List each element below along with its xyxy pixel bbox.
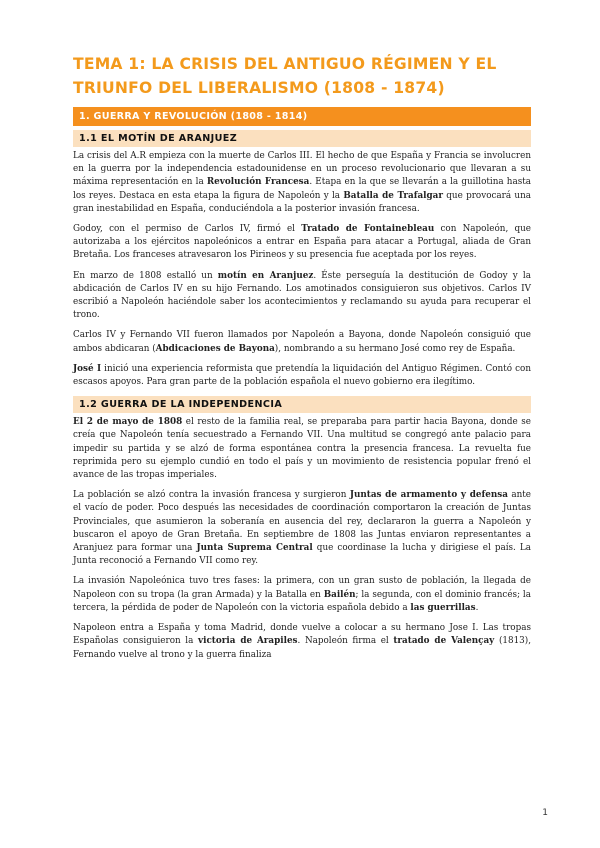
section-heading-guerra-revolucion: 1. GUERRA Y REVOLUCIÓN (1808 - 1814) bbox=[73, 107, 531, 126]
page-number: 1 bbox=[542, 808, 548, 818]
paragraph: La crisis del A.R empieza con la muerte de Carlos III. El hecho de que España y Francia se involucren en la guerra por la independencia estadounidense en un proceso revolucionario que llevaran a su máxima representación en la Revolución Francesa. Etapa en la que se llevarán a la guillotina hasta los reyes. Destaca en esta etapa la figura de Napoleón y la Batalla de Trafalgar que provocará una gran inestabilidad en España, conduciéndola a la posterior invasión francesa. bbox=[73, 151, 531, 214]
page-title: TEMA 1: LA CRISIS DEL ANTIGUO RÉGIMEN Y EL TRIUNFO DEL LIBERALISMO (1808 - 1874) bbox=[73, 55, 497, 97]
paragraph: Napoleon entra a España y toma Madrid, donde vuelve a colocar a su hermano Jose I. Las tropas Españolas consiguieron la victoria de Arapiles. Napoleón firma el tratado de Valençay (1813), Fernando vuelve al trono y la guerra finaliza bbox=[73, 623, 531, 660]
subsection-heading-guerra-independencia: 1.2 GUERRA DE LA INDEPENDENCIA bbox=[73, 396, 531, 413]
document-page bbox=[73, 52, 531, 669]
paragraph: El 2 de mayo de 1808 el resto de la familia real, se preparaba para partir hacia Bayona, donde se creía que Napoleón tenía secuestrado a Fernando VII. Una multitud se congregó ante palacio para impedir su partida y se alzó de forma espontánea contra la presencia francesa. La revuelta fue reprimida pero su ejemplo cundió en todo el país y un movimiento de resistencia popular frenó el avance de las tropas imperiales. bbox=[73, 417, 532, 481]
paragraph: La población se alzó contra la invasión francesa y surgieron Juntas de armamento y defensa ante el vacío de poder. Poco después las necesidades de coordinación comportaron la creación de Juntas Provinciales, que asumieron la soberanía en ausencia del rey, declararon la guerra a Napoleón y buscaron el apoyo de Gran Bretaña. En septiembre de 1808 las Juntas enviaron representantes a Aranjuez para formar una Junta Suprema Central que coordinase la lucha y dirigiese el país. La Junta reconoció a Fernando VII como rey. bbox=[73, 490, 531, 567]
subsection-heading-motin-aranjuez: 1.1 EL MOTÍN DE ARANJUEZ bbox=[73, 130, 531, 147]
paragraph: Godoy, con el permiso de Carlos IV, firmó el Tratado de Fontainebleau con Napoleón, que autorizaba a los ejércitos napoleónicos a entrar en España para atacar a Portugal, aliada de Gran Bretaña. Los franceses atravesaron los Pirineos y su presencia fue aceptada por los reyes. bbox=[73, 224, 531, 261]
paragraph: José I inició una experiencia reformista que pretendía la liquidación del Antiguo Régimen. Contó con escasos apoyos. Para gran parte de la población española el nuevo gobierno era ilegítimo. bbox=[73, 363, 531, 388]
paragraph: La invasión Napoleónica tuvo tres fases: la primera, con un gran susto de población, la llegada de Napoleon con su tropa (la gran Armada) y la Batalla en Bailén; la segunda, con el dominio francés; la tercera, la pérdida de poder de Napoleón con la victoria española debido a las guerrillas. bbox=[73, 576, 531, 613]
paragraph: En marzo de 1808 estalló un motín en Aranjuez. Éste perseguía la destitución de Godoy y la abdicación de Carlos IV en su hijo Fernando. Los amotinados consiguieron sus objetivos. Carlos IV escribió a Napoleón haciéndole saber los acontecimientos y reclamando su ayuda para recuperar el trono. bbox=[73, 270, 531, 321]
paragraph: Carlos IV y Fernando VII fueron llamados por Napoleón a Bayona, donde Napoleón consiguió que ambos abdicaran (Abdicaciones de Bayona), nombrando a su hermano José como rey de España. bbox=[73, 330, 531, 354]
